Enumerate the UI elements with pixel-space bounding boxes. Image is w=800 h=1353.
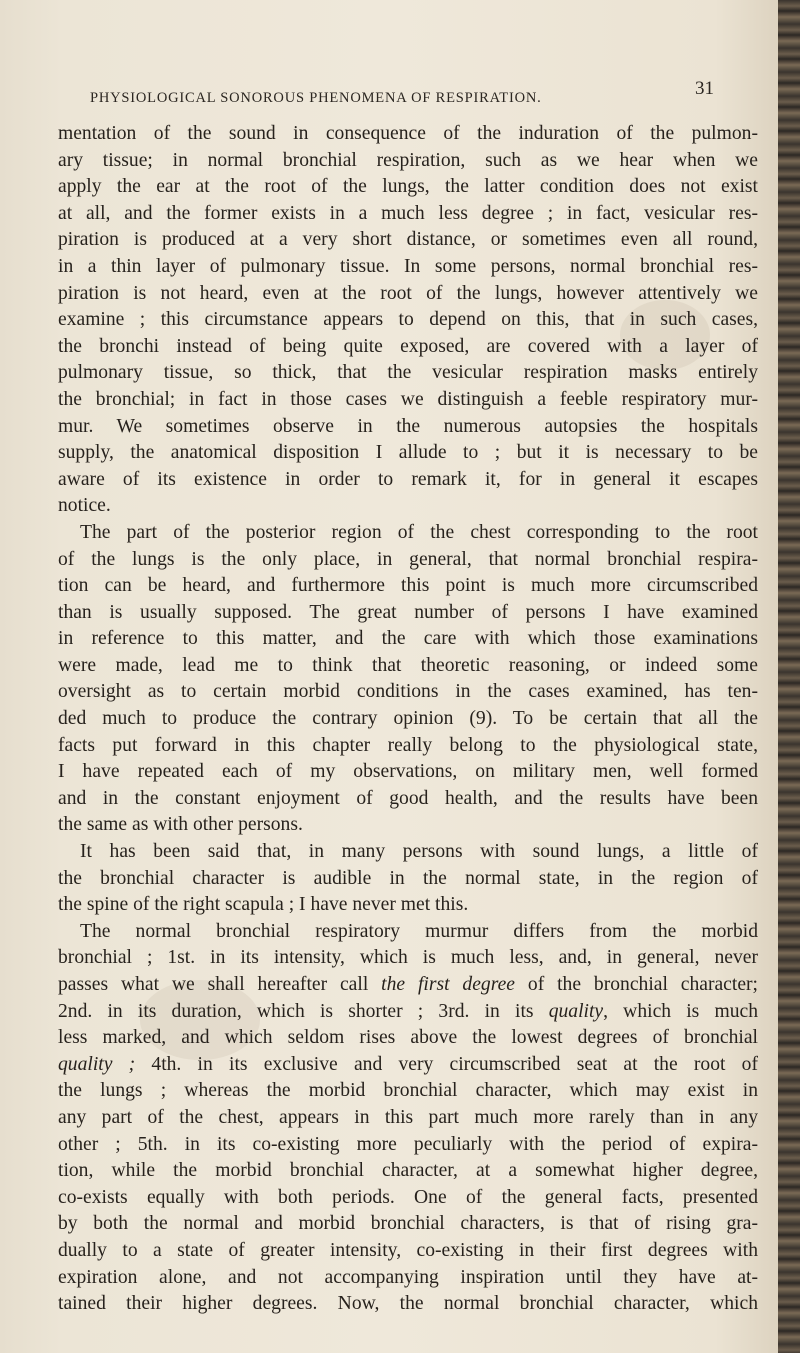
- text-line: than is usually supposed. The great number of persons I have examined: [58, 601, 758, 623]
- text-line: dually to a state of greater intensity, co-existing in their first degrees with: [58, 1239, 758, 1261]
- text-line: The part of the posterior region of the chest corresponding to the root: [80, 521, 758, 543]
- text-line: mentation of the sound in consequence of the induration of the pulmon-: [58, 123, 758, 144]
- text-line: notice.: [58, 495, 111, 517]
- text-line: mur. We sometimes observe in the numerous autopsies the hospitals: [58, 415, 758, 437]
- text-line: by both the normal and morbid bronchial characters, is that of rising gra-: [58, 1213, 758, 1235]
- text-line: I have repeated each of my observations, on military men, well formed: [58, 761, 758, 783]
- text-line: The normal bronchial respiratory murmur differs from the morbid: [80, 920, 758, 942]
- text-line: in reference to this matter, and the care with which those examinations: [58, 628, 758, 650]
- text-line: the spine of the right scapula ; I have never met this.: [58, 894, 469, 916]
- text-line: aware of its existence in order to remark it, for in general it escapes: [58, 468, 758, 490]
- text-line: the bronchial character is audible in the normal state, in the region of: [58, 867, 758, 889]
- text-line: oversight as to certain morbid conditions in the cases examined, has ten-: [58, 681, 758, 703]
- text-line: facts put forward in this chapter really belong to the physiological state,: [58, 734, 758, 756]
- text-line: supply, the anatomical disposition I allude to ; but it is necessary to be: [58, 442, 758, 464]
- page-header: [58, 78, 758, 114]
- text-line: examine ; this circumstance appears to depend on this, that in such cases,: [58, 309, 758, 331]
- text-line: ded much to produce the contrary opinion (9). To be certain that all the: [58, 708, 758, 730]
- text-line: in a thin layer of pulmonary tissue. In some persons, normal bronchial res-: [58, 255, 758, 277]
- book-edge: [778, 0, 800, 1353]
- page-number: 31: [695, 78, 714, 99]
- text-line: ary tissue; in normal bronchial respiration, such as we hear when we: [58, 149, 758, 171]
- text-line: of the lungs is the only place, in general, that normal bronchial respira-: [58, 548, 758, 570]
- text-line: and in the constant enjoyment of good health, and the results have been: [58, 787, 758, 809]
- text-line: any part of the chest, appears in this part much more rarely than in any: [58, 1106, 758, 1128]
- text-line: tion, while the morbid bronchial character, at a somewhat higher degree,: [58, 1160, 758, 1182]
- text-line: other ; 5th. in its co-existing more peculiarly with the period of expira-: [58, 1133, 758, 1155]
- text-line: the bronchi instead of being quite exposed, are covered with a layer of: [58, 335, 758, 357]
- text-line: tained their higher degrees. Now, the normal bronchial character, which: [58, 1293, 758, 1315]
- text-line: bronchial ; 1st. in its intensity, which is much less, and, in general, never: [58, 947, 758, 969]
- text-line: passes what we shall hereafter call the first degree of the bronchial character;: [58, 974, 758, 995]
- text-line: quality ; 4th. in its exclusive and very circumscribed seat at the root of: [58, 1053, 758, 1075]
- text-line: the lungs ; whereas the morbid bronchial character, which may exist in: [58, 1080, 758, 1102]
- text-line: expiration alone, and not accompanying inspiration until they have at-: [58, 1266, 758, 1288]
- text-line: It has been said that, in many persons with sound lungs, a little of: [80, 841, 758, 863]
- text-line: tion can be heard, and furthermore this point is much more circumscribed: [58, 575, 758, 597]
- text-line: were made, lead me to think that theoretic reasoning, or indeed some: [58, 654, 758, 676]
- text-line: the same as with other persons.: [58, 814, 303, 836]
- text-line: co-exists equally with both periods. One of the general facts, presented: [58, 1186, 758, 1208]
- text-line: the bronchial; in fact in those cases we distinguish a feeble respiratory mur-: [58, 388, 758, 410]
- body-text: [58, 121, 758, 1318]
- text-line: at all, and the former exists in a much less degree ; in fact, vesicular res-: [58, 202, 758, 224]
- text-line: pulmonary tissue, so thick, that the vesicular respiration masks entirely: [58, 362, 758, 384]
- text-line: less marked, and which seldom rises above the lowest degrees of bronchial: [58, 1027, 758, 1049]
- text-line: apply the ear at the root of the lungs, the latter condition does not exist: [58, 176, 758, 198]
- text-line: piration is produced at a very short distance, or sometimes even all round,: [58, 229, 758, 251]
- running-head: PHYSIOLOGICAL SONOROUS PHENOMENA OF RESPIRATION.: [90, 90, 542, 106]
- text-line: piration is not heard, even at the root of the lungs, however attentively we: [58, 282, 758, 304]
- text-line: 2nd. in its duration, which is shorter ; 3rd. in its quality, which is much: [58, 1000, 758, 1022]
